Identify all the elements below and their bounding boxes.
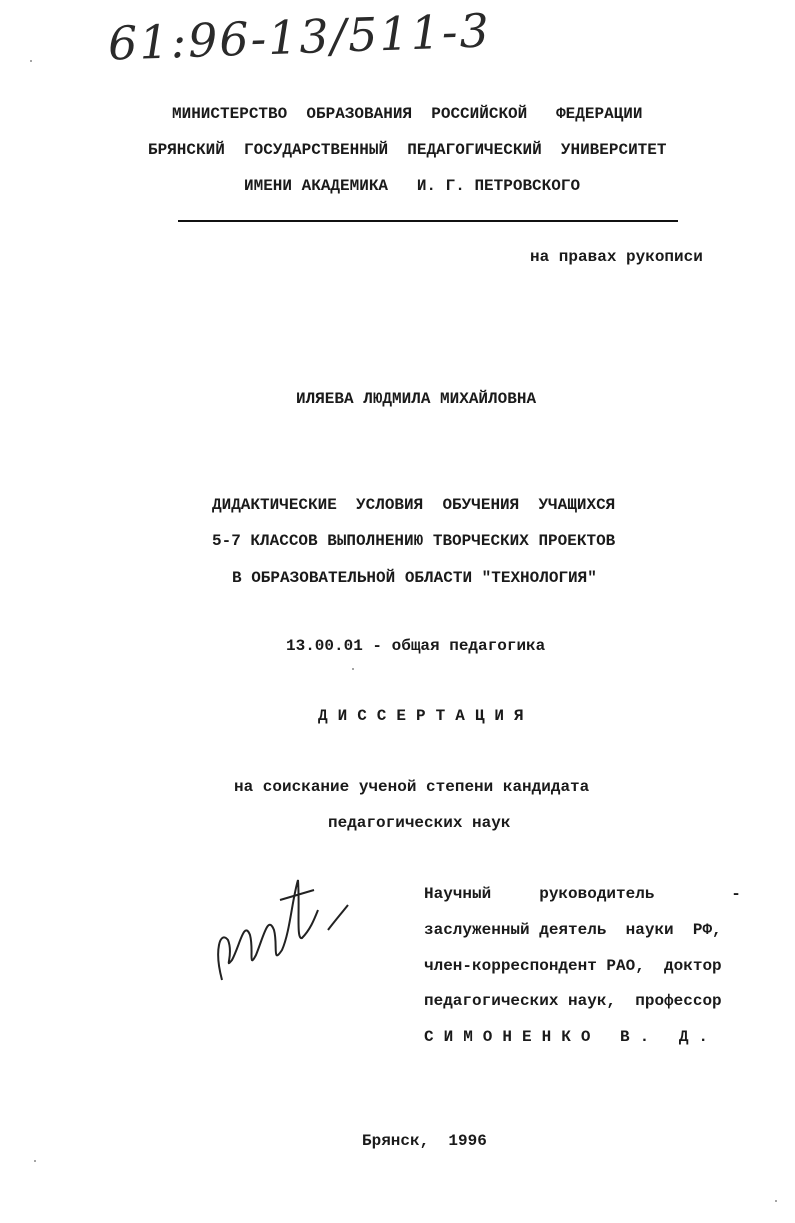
header-named-after: ИМЕНИ АКАДЕМИКА И. Г. ПЕТРОВСКОГО [244,177,581,195]
manuscript-note: на правах рукописи [530,248,703,266]
header-ministry: МИНИСТЕРСТВО ОБРАЗОВАНИЯ РОССИЙСКОЙ ФЕДЕРАЦИИ [172,105,643,123]
scan-speck [775,1200,777,1202]
degree-line-1: на соискание ученой степени кандидата [234,778,590,796]
document-type: ДИССЕРТАЦИЯ [318,707,534,725]
scan-speck [352,668,354,670]
specialty-code: 13.00.01 - общая педагогика [286,637,546,655]
place-and-year: Брянск, 1996 [362,1132,487,1150]
scan-speck [34,1160,36,1162]
header-divider [178,220,678,222]
title-line-1: ДИДАКТИЧЕСКИЕ УСЛОВИЯ ОБУЧЕНИЯ УЧАЩИХСЯ [212,496,616,514]
title-line-3: В ОБРАЗОВАТЕЛЬНОЙ ОБЛАСТИ "ТЕХНОЛОГИЯ" [232,569,597,587]
supervisor-line-2: заслуженный деятель науки РФ, [424,921,722,939]
supervisor-line-3: член-корреспондент РАО, доктор [424,957,722,975]
supervisor-line-4: педагогических наук, профессор [424,992,722,1010]
handwritten-signature [210,860,360,990]
title-line-2: 5-7 КЛАССОВ ВЫПОЛНЕНИЮ ТВОРЧЕСКИХ ПРОЕКТОВ [212,532,616,550]
supervisor-line-1: Научный руководитель - [424,885,741,903]
degree-line-2: педагогических наук [328,814,511,832]
scan-speck [30,60,32,62]
supervisor-name: СИМОНЕНКО В. Д. [424,1028,719,1046]
header-university: БРЯНСКИЙ ГОСУДАРСТВЕННЫЙ ПЕДАГОГИЧЕСКИЙ УНИВЕРСИТЕТ [148,141,667,159]
author-name: ИЛЯЕВА ЛЮДМИЛА МИХАЙЛОВНА [296,390,537,408]
handwritten-archive-code: 61:96-13/511-3 [107,3,492,71]
